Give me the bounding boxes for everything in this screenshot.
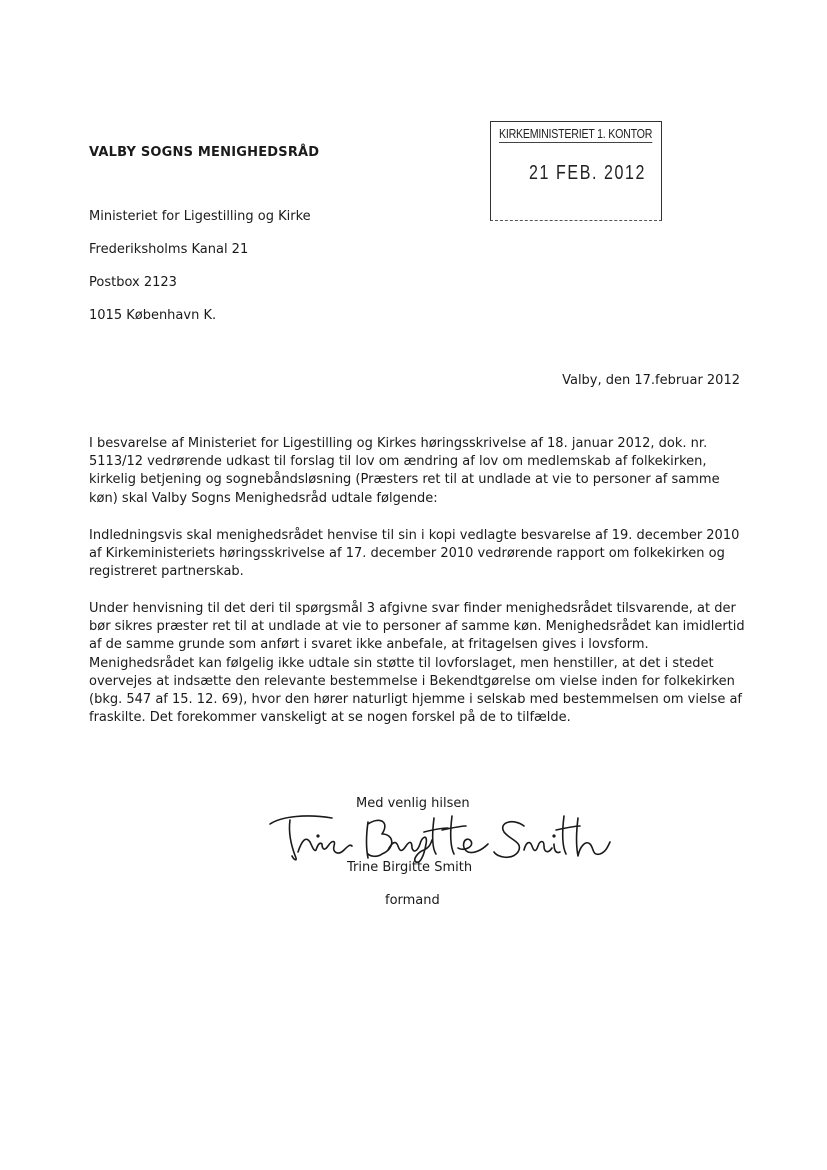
closing-greeting: Med venlig hilsen: [356, 796, 470, 811]
paragraph-2: Indledningsvis skal menighedsrådet henvise til sin i kopi vedlagte besvarelse af 19. december 2010 af Kirkeministeriets høringsskrivelse af 17. december 2010 vedrørende rapport om folkekirken og registreret partnerskab.: [89, 528, 740, 580]
received-stamp: [490, 121, 662, 221]
recipient-line-postbox: Postbox 2123: [89, 275, 177, 290]
stamp-date: 21 FEB. 2012: [529, 162, 647, 184]
handwritten-signature: [262, 806, 612, 868]
paragraph-1: I besvarelse af Ministeriet for Ligestilling og Kirkes høringsskrivelse af 18. januar 2012, dok. nr. 5113/12 vedrørende udkast til forslag til lov om ændring af lov om medlemskab af folkekirken, kirkelig betjening og sognebåndsløsning (Præsters ret til at undlade at vie to personer af samme køn) skal Valby Sogns Menighedsråd udtale følgende:: [89, 436, 720, 506]
recipient-line-street: Frederiksholms Kanal 21: [89, 242, 249, 257]
signatory-title: formand: [385, 893, 440, 908]
paragraph-3: Under henvisning til det deri til spørgsmål 3 afgivne svar finder menighedsrådet tilsvarende, at der bør sikres præster ret til at undlade at vie to personer af samme køn. Menighedsrådet kan imidlertid af de samme grunde som anført i svaret ikke anbefale, at fritagelsen gives i lovsform. Menighedsrådet kan følgelig ikke udtale sin støtte til lovforslaget, men henstiller, at det i stedet overvejes at indsætte den relevante bestemmelse i Bekendtgørelse om vielse inden for folkekirken (bkg. 547 af 15. 12. 69), hvor den hører naturligt hjemme i selskab med bestemmelsen om vielse af fraskilte. Det forekommer vanskeligt at se nogen forskel på de to tilfælde.: [89, 601, 745, 726]
recipient-line-name: Ministeriet for Ligestilling og Kirke: [89, 209, 311, 224]
dateline: Valby, den 17.februar 2012: [562, 373, 740, 388]
sender-heading: VALBY SOGNS MENIGHEDSRÅD: [89, 145, 320, 160]
signatory-name: Trine Birgitte Smith: [347, 860, 473, 875]
stamp-office: KIRKEMINISTERIET 1. KONTOR: [499, 126, 653, 141]
recipient-line-city: 1015 København K.: [89, 308, 217, 323]
